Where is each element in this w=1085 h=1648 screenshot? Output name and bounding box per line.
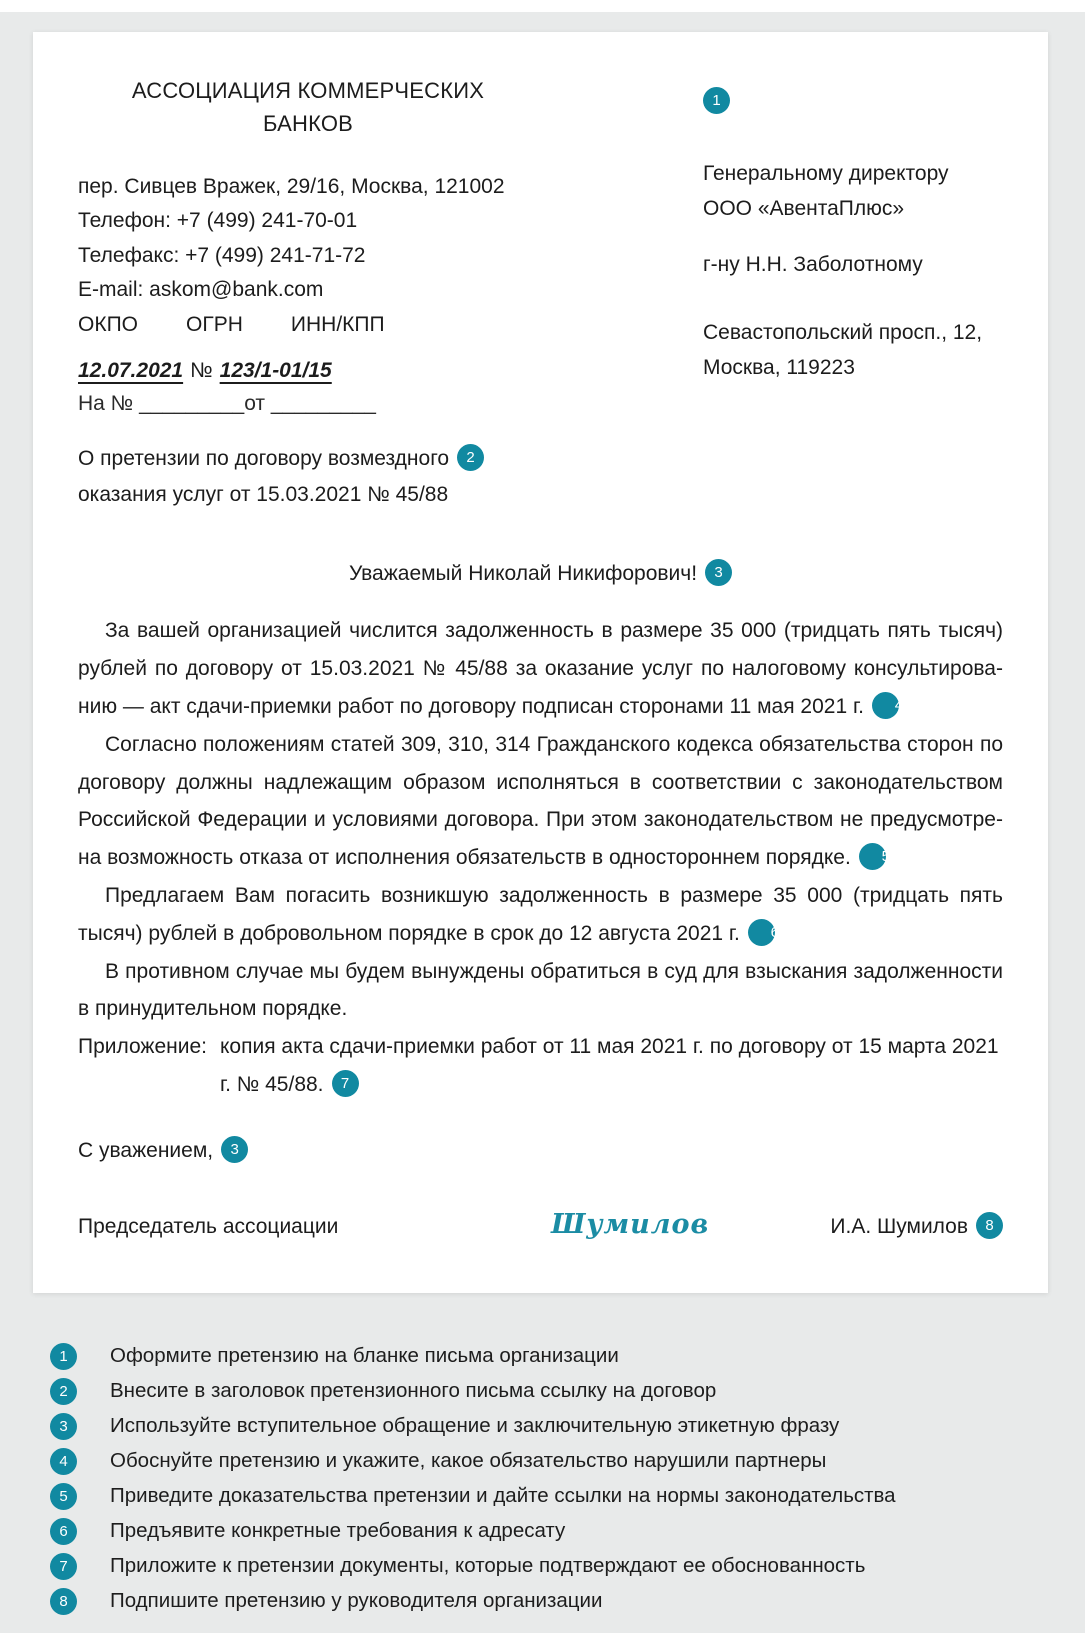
attachment-text: копия акта сдачи-приемки работ от 11 мая 2021 г. по договору от 15 марта 2021 г. № 45/88. xyxy=(220,1035,999,1096)
legend-item-6 xyxy=(50,1518,1085,1545)
org-fax: Телефакс: +7 (499) 241-71-72 xyxy=(78,243,366,267)
org-address: пер. Сивцев Вражек, 29/16, Москва, 121002 xyxy=(78,175,505,198)
org-code-inn-kpp: ИНН/КПП xyxy=(290,312,385,336)
salutation xyxy=(78,561,1003,588)
signer-position: Председатель ассоциации xyxy=(78,1214,339,1238)
legend-text-7: Приложите к претензии документы, которые подтверждают ее обоснованность xyxy=(110,1554,866,1578)
subject-block xyxy=(78,441,538,513)
letterhead-column xyxy=(78,72,538,513)
reply-date-blank: _________ xyxy=(270,392,376,416)
letter-top-section xyxy=(78,72,1003,513)
legend-item-5 xyxy=(50,1483,1085,1510)
subject-line1: О претензии по договору возмездного xyxy=(78,447,450,471)
legend-item-8 xyxy=(50,1588,1085,1615)
top-margin-strip xyxy=(0,0,1085,12)
reply-ref-line xyxy=(78,392,538,416)
handwritten-signature: Шумилов xyxy=(551,1208,710,1240)
bottom-margin-strip xyxy=(0,1633,1085,1648)
org-codes-row xyxy=(78,308,538,342)
outgoing-number: 123/1-01/15 xyxy=(219,359,332,383)
annotation-badge-4: 4 xyxy=(872,692,899,719)
addressee-column xyxy=(703,72,1003,513)
annotation-badge-7: 7 xyxy=(332,1070,359,1097)
legend-text-8: Подпишите претензию у руководителя организации xyxy=(110,1589,603,1613)
body-paragraph-2 xyxy=(78,726,1003,877)
attachment-line xyxy=(78,1028,1003,1104)
addressee-person: г-ну Н.Н. Заболотному xyxy=(703,253,923,277)
body-paragraph-4 xyxy=(78,953,1003,1029)
paragraph-text: За вашей организацией числится задолженность в размере 35 000 (тридцать пять тысяч) рублей по договору от 15.03.2021 № 45/88 за оказание услуг по налоговому консультированию — акт сдачи-приемки работ по договору подписан сторонами 11 мая 2021 г. xyxy=(78,619,1003,718)
legend-text-4: Обоснуйте претензию и укажите, какое обязательство нарушили партнеры xyxy=(110,1449,827,1473)
org-email: E-mail: askom@bank.com xyxy=(78,278,324,302)
signature-row xyxy=(78,1209,1003,1241)
annotation-badge-3: 3 xyxy=(705,559,732,586)
legend-text-1: Оформите претензию на бланке письма организации xyxy=(110,1344,619,1368)
closing-line xyxy=(78,1138,1003,1165)
body-paragraph-1 xyxy=(78,612,1003,725)
org-contact-block xyxy=(78,170,538,342)
salutation-text: Уважаемый Николай Никифорович! xyxy=(348,562,698,586)
letter-sheet xyxy=(33,32,1048,1293)
annotation-badge-6: 6 xyxy=(748,919,775,946)
legend-badge-1: 1 xyxy=(50,1343,77,1370)
outgoing-ref-line xyxy=(78,359,538,383)
annotation-badge-3b: 3 xyxy=(221,1136,248,1163)
legend-badge-8: 8 xyxy=(50,1588,77,1615)
legend-item-3 xyxy=(50,1413,1085,1440)
legend-badge-7: 7 xyxy=(50,1553,77,1580)
signer-name: И.А. Шумилов xyxy=(830,1214,968,1238)
legend-badge-2: 2 xyxy=(50,1378,77,1405)
addressee-city: Москва, 119223 xyxy=(703,356,855,380)
annotation-badge-5: 5 xyxy=(859,843,886,870)
legend-item-1 xyxy=(50,1343,1085,1370)
legend-item-7 xyxy=(50,1553,1085,1580)
outgoing-date: 12.07.2021 xyxy=(78,359,184,383)
reply-prefix: На № xyxy=(78,392,134,416)
annotation-badge-2: 2 xyxy=(457,444,484,471)
legend-badge-4: 4 xyxy=(50,1448,77,1475)
legend-badge-6: 6 xyxy=(50,1518,77,1545)
number-sign: № xyxy=(190,359,213,383)
legend-text-2: Внесите в заголовок претензионного письма ссылку на договор xyxy=(110,1379,717,1403)
paragraph-text: В противном случае мы будем вынуждены обратиться в суд для взыскания задолженности в принудительном порядке. xyxy=(78,959,1003,1021)
body-paragraph-3 xyxy=(78,877,1003,953)
org-code-okpo: ОКПО xyxy=(78,312,138,336)
annotation-badge-8: 8 xyxy=(976,1212,1003,1239)
legend-badge-3: 3 xyxy=(50,1413,77,1440)
paragraph-text: Согласно положениям статей 309, 310, 314 Гражданского кодекса обязательства сторон по договору должны надлежащим образом исполняться в соответствии с законодательством Российской Федерации и условиями договора. При этом законодательством не предусмотрена возможность отказа от исполнения обязательств в одностороннем порядке. xyxy=(78,732,1003,870)
legend-item-4 xyxy=(50,1448,1085,1475)
reply-number-blank: _________ xyxy=(139,392,245,416)
legend-text-6: Предъявите конкретные требования к адресату xyxy=(110,1519,566,1543)
annotation-badge-1: 1 xyxy=(703,87,730,114)
legend-text-5: Приведите доказательства претензии и дайте ссылки на нормы законодательства xyxy=(110,1484,896,1508)
attachment-text-wrap xyxy=(220,1028,1003,1104)
addressee-street: Севастопольский просп., 12, xyxy=(703,320,983,344)
legend-badge-5: 5 xyxy=(50,1483,77,1510)
org-code-ogrn: ОГРН xyxy=(186,312,243,336)
annotation-legend xyxy=(50,1343,1085,1615)
legend-text-3: Используйте вступительное обращение и заключительную этикетную фразу xyxy=(110,1414,840,1438)
signer-name-wrap xyxy=(830,1214,1003,1241)
paragraph-text: Предлагаем Вам погасить возникшую задолженность в размере 35 000 (тридцать пять тысяч) рублей в добровольном порядке в срок до 12 августа 2021 г. xyxy=(78,883,1003,945)
attachment-label: Приложение: xyxy=(78,1035,208,1059)
addressee-position: Генеральному директору xyxy=(703,161,949,185)
addressee-company: ООО «АвентаПлюс» xyxy=(703,197,905,221)
subject-line2: оказания услуг от 15.03.2021 № 45/88 xyxy=(78,483,449,507)
reply-ot: от xyxy=(244,392,266,416)
org-phone: Телефон: +7 (499) 241-70-01 xyxy=(78,209,358,233)
closing-text: С уважением, xyxy=(78,1138,214,1162)
legend-item-2 xyxy=(50,1378,1085,1405)
org-name: АССОЦИАЦИЯ КОММЕРЧЕСКИХ БАНКОВ xyxy=(131,78,485,136)
